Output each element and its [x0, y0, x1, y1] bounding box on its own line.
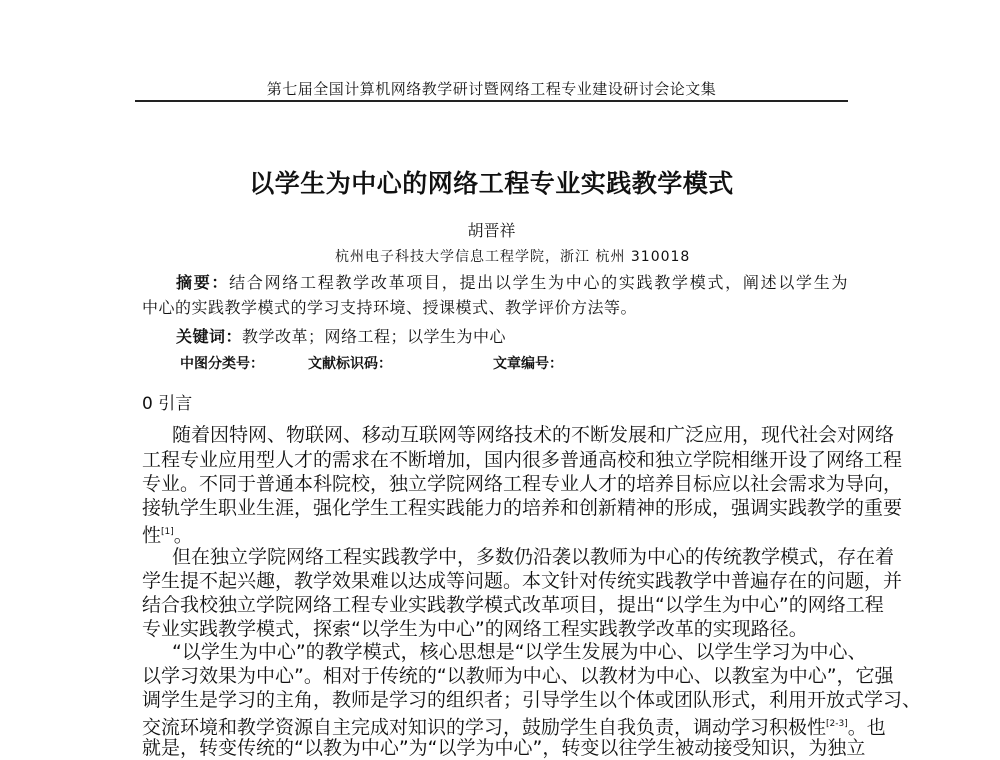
article-number-label: 文章编号：	[493, 356, 563, 372]
text: 交流环境和教学资源自主完成对知识的学习，鼓励学生自我负责，调动学习积极性	[142, 716, 827, 739]
abstract-text: 结合网络工程教学改革项目，提出以学生为中心的实践教学模式，阐述以学生为	[229, 273, 848, 292]
citation: [1]	[161, 527, 174, 537]
paragraph-2-line-3: 结合我校独立学院网络工程专业实践教学模式改革项目，提出“以学生为中心”的网络工程	[142, 594, 884, 616]
abstract-line-2: 中心的实践教学模式的学习支持环境、授课模式、教学评价方法等。	[142, 298, 638, 317]
paragraph-1-line-4: 接轨学生职业生涯，强化学生工程实践能力的培养和创新精神的形成，强调实践教学的重要	[142, 497, 903, 519]
document-code-label: 文献标识码：	[308, 356, 392, 372]
text: 。	[173, 524, 193, 547]
header-rule	[135, 100, 848, 102]
text: 性	[142, 524, 162, 547]
paper-title: 以学生为中心的网络工程专业实践教学模式	[249, 169, 734, 198]
keywords	[176, 325, 882, 349]
paragraph-2-line-2: 学生提不起兴趣，教学效果难以达成等问题。本文针对传统实践教学中普遍存在的问题，并	[142, 570, 903, 592]
clc-number-label: 中图分类号：	[180, 356, 264, 372]
text: 。也	[847, 716, 886, 739]
running-header: 第七届全国计算机网络教学研讨暨网络工程专业建设研讨会论文集	[266, 80, 717, 98]
paragraph-3-line-5: 就是，转变传统的“以教为中心”为“以学为中心”，转变以往学生被动接受知识，为独立	[142, 737, 866, 759]
paragraph-1-line-3: 专业。不同于普通本科院校，独立学院网络工程专业人才的培养目标应以社会需求为导向，	[142, 473, 903, 495]
keywords-label: 关键词：	[176, 327, 243, 346]
paragraph-3-line-2: 以学习效果为中心”。相对于传统的“以教师为中心、以教材为中心、以教室为中心”，它强	[142, 665, 894, 687]
abstract-line-1	[176, 271, 848, 295]
paragraph-2-line-1: 但在独立学院网络工程实践教学中，多数仍沿袭以教师为中心的传统教学模式，存在着	[172, 546, 895, 568]
author: 胡晋祥	[467, 221, 516, 240]
affiliation: 杭州电子科技大学信息工程学院，浙江 杭州 310018	[335, 249, 691, 265]
paragraph-2-line-4: 专业实践教学模式，探索“以学生为中心”的网络工程实践教学改革的实现路径。	[142, 618, 808, 640]
section-heading: 0 引言	[142, 394, 193, 414]
paragraph-1-line-5	[142, 520, 848, 547]
paragraph-3-line-3: 调学生是学习的主角，教师是学习的组织者；引导学生以个体或团队形式，利用开放式学习、	[142, 689, 922, 711]
keywords-text: 教学改革；网络工程；以学生为中心	[242, 327, 507, 346]
paragraph-1-line-2: 工程专业应用型人才的需求在不断增加，国内很多普通高校和独立学院相继开设了网络工程	[142, 449, 903, 471]
citation: [2-3]	[826, 719, 848, 729]
paragraph-3-line-1: “以学生为中心”的教学模式，核心思想是“以学生发展为中心、以学生学习为中心、	[172, 641, 867, 663]
abstract-label: 摘要：	[176, 273, 230, 292]
paragraph-1-line-1: 随着因特网、物联网、移动互联网等网络技术的不断发展和广泛应用，现代社会对网络	[172, 424, 895, 446]
